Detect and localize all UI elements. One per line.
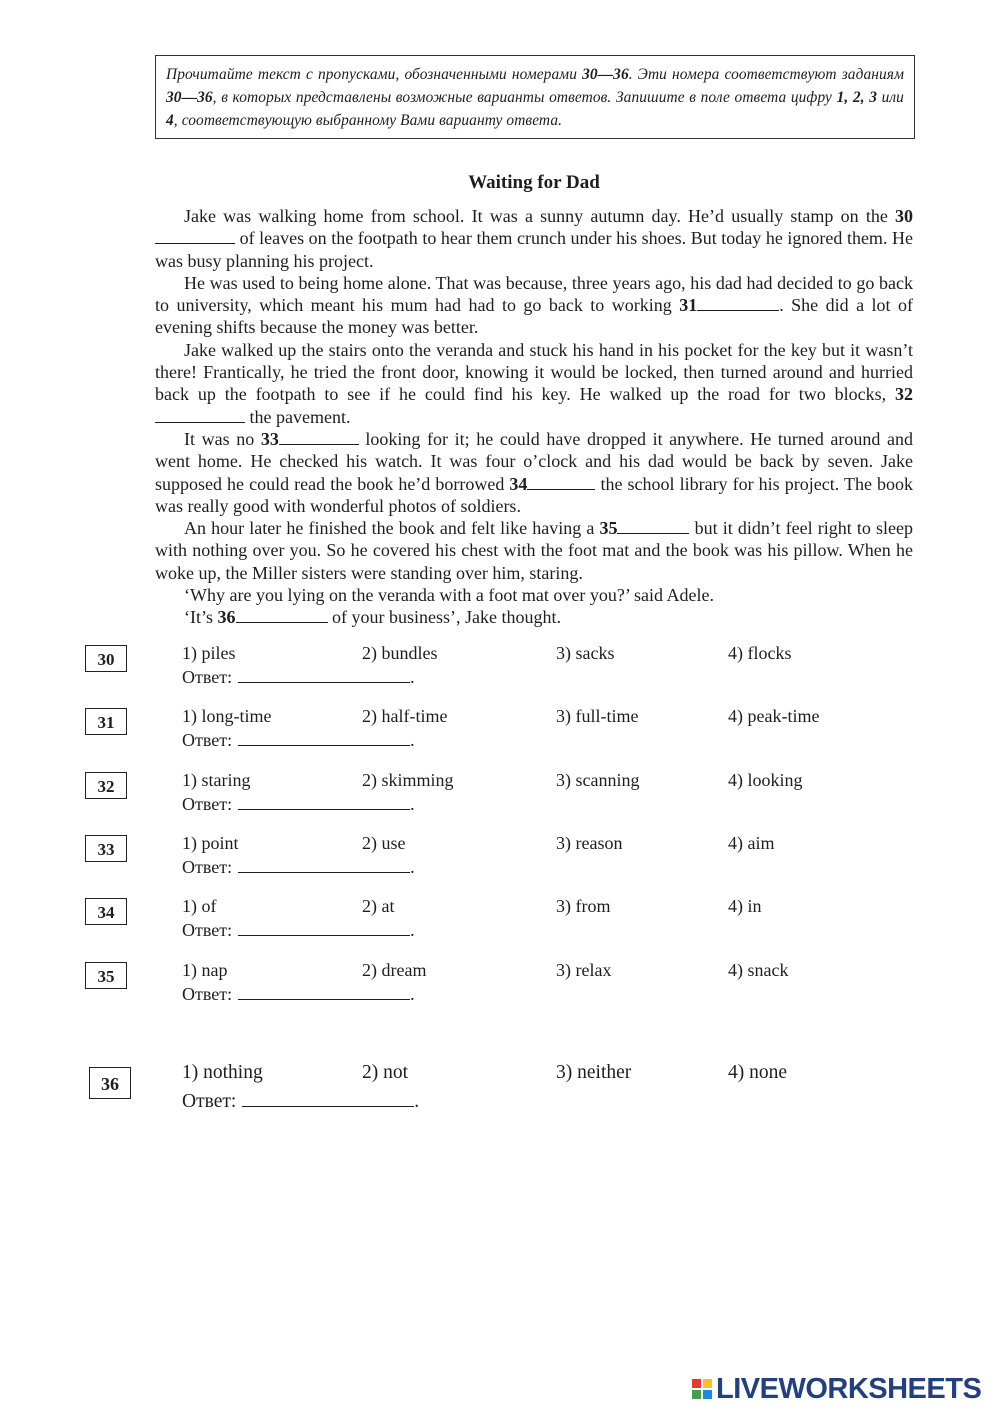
- task-number-box: 32: [85, 772, 127, 799]
- liveworksheets-logo: [692, 1372, 981, 1406]
- answer-input[interactable]: [238, 858, 410, 873]
- task-number-box: 34: [85, 898, 127, 925]
- logo-square: [703, 1390, 712, 1399]
- option-1: 1) nap: [182, 960, 228, 980]
- option-4: 4) none: [728, 1062, 788, 1083]
- option-1: 1) staring: [182, 770, 251, 790]
- answer-input[interactable]: [238, 731, 410, 746]
- story-paragraph: He was used to being home alone. That was because, three years ago, his dad had decided to go back to university, which meant his mum had had to go back to working 31 . She did a lot of evening shifts because the money was better.: [155, 272, 913, 338]
- answer-input[interactable]: [238, 921, 410, 936]
- story-paragraph: Jake was walking home from school. It was a sunny autumn day. He’d usually stamp on the 30 of leaves on the footpath to hear them crunch under his shoes. But today he ignored them. He was busy planning his project.: [155, 206, 913, 271]
- answer-row: Ответ: .: [182, 857, 415, 877]
- logo-square: [692, 1390, 701, 1399]
- instructions-text: , в которых представлены возможные варианты ответов. Запишите в поле ответа цифру: [212, 89, 837, 106]
- answer-label: Ответ:: [182, 920, 233, 940]
- option-4: 4) snack: [728, 960, 789, 980]
- answer-input[interactable]: [238, 985, 410, 1000]
- answer-label: Ответ:: [182, 1091, 237, 1112]
- option-3: 3) from: [556, 896, 611, 916]
- story-text: [155, 205, 913, 629]
- story-title: Waiting for Dad: [468, 172, 600, 193]
- option-4: 4) aim: [728, 833, 775, 853]
- gap-34-blank: [527, 475, 595, 490]
- logo-mark-icon: [692, 1379, 712, 1399]
- gap-34-number: 34: [509, 473, 528, 494]
- task-number-box: 35: [85, 962, 127, 989]
- task-31: [0, 706, 1000, 766]
- answer-label: Ответ:: [182, 794, 233, 814]
- option-2: 2) not: [362, 1062, 409, 1083]
- option-1: 1) long-time: [182, 706, 272, 726]
- story-paragraph: Jake walked up the stairs onto the veranda and stuck his hand in his pocket for the key but it wasn’t there! Frantically, he tried the front door, knowing it would be locked, then turned around and hurried back up the footpath to see if he could find his key. He walked up the road for two blocks, 32 the pavement.: [155, 339, 913, 427]
- instructions-text: или: [877, 89, 904, 106]
- answer-label: Ответ:: [182, 984, 233, 1004]
- option-2: 2) dream: [362, 960, 427, 980]
- task-range: 30—36: [166, 89, 213, 106]
- answer-input[interactable]: [238, 668, 410, 683]
- instructions-text: . Эти номера соответствуют заданиям: [628, 66, 904, 83]
- task-range: 30—36: [582, 66, 629, 83]
- option-1: 1) nothing: [182, 1062, 263, 1083]
- instructions-box: [155, 55, 915, 139]
- logo-square: [703, 1379, 712, 1388]
- option-4: 4) flocks: [728, 643, 792, 663]
- option-3: 3) scanning: [556, 770, 640, 790]
- task-33: [0, 833, 1000, 893]
- task-32: [0, 770, 1000, 830]
- answer-input[interactable]: [238, 795, 410, 810]
- answer-row: Ответ: .: [182, 1091, 420, 1112]
- option-2: 2) use: [362, 833, 406, 853]
- option-3: 3) relax: [556, 960, 612, 980]
- task-30: [0, 643, 1000, 703]
- answer-row: Ответ: .: [182, 730, 415, 750]
- answer-row: Ответ: .: [182, 667, 415, 687]
- answer-label: Ответ:: [182, 730, 233, 750]
- gap-36-number: 36: [217, 607, 236, 628]
- option-3: 3) sacks: [556, 643, 615, 663]
- option-4: 4) peak-time: [728, 706, 820, 726]
- task-35: [0, 960, 1000, 1020]
- story-paragraph: ‘Why are you lying on the veranda with a foot mat over you?’ said Adele.: [184, 585, 714, 606]
- task-number-box: 36: [89, 1067, 131, 1099]
- answer-row: Ответ: .: [182, 794, 415, 814]
- gap-32-blank: [155, 408, 245, 423]
- gap-31-blank: [697, 296, 779, 311]
- option-4: 4) in: [728, 896, 762, 916]
- instructions-text: Прочитайте текст с пропусками, обозначенными номерами: [166, 66, 583, 83]
- option-1: 1) of: [182, 896, 217, 916]
- task-34: [0, 896, 1000, 956]
- task-number-box: 30: [85, 645, 127, 672]
- logo-square: [692, 1379, 701, 1388]
- answer-label: Ответ:: [182, 857, 233, 877]
- answer-row: Ответ: .: [182, 920, 415, 940]
- story-paragraph: ‘It’s 36 of your business’, Jake thought.: [184, 607, 561, 628]
- story-paragraph: An hour later he finished the book and felt like having a 35 but it didn’t feel right to sleep with nothing over you. So he covered his chest with the foot mat and the book was his pillow. When he woke up, the Miller sisters were standing over him, staring.: [155, 518, 913, 583]
- answer-digits: 4: [166, 112, 174, 129]
- gap-35-blank: [617, 519, 689, 534]
- task-36: [0, 1062, 1000, 1122]
- gap-30-blank: [155, 229, 235, 244]
- gap-36-blank: [236, 608, 328, 623]
- option-2: 2) at: [362, 896, 395, 916]
- gap-33-blank: [279, 430, 359, 445]
- gap-30-number: 30: [895, 206, 913, 226]
- option-1: 1) point: [182, 833, 239, 853]
- answer-label: Ответ:: [182, 667, 233, 687]
- option-2: 2) half-time: [362, 706, 448, 726]
- gap-31-number: 31: [679, 295, 698, 316]
- gap-32-number: 32: [895, 384, 913, 405]
- story-paragraph: It was no 33 looking for it; he could have dropped it anywhere. He turned around and went home. He checked his watch. It was four o’clock and his dad would be back by seven. Jake supposed he could read the book he’d borrowed 34 the school library for his project. The book was really good with wonderful photos of soldiers.: [155, 428, 914, 516]
- option-3: 3) neither: [556, 1062, 632, 1083]
- logo-text: LIVEWORKSHEETS: [716, 1372, 982, 1405]
- answer-row: Ответ: .: [182, 984, 415, 1004]
- answer-input[interactable]: [242, 1092, 414, 1107]
- gap-35-number: 35: [599, 518, 618, 539]
- gap-33-number: 33: [260, 428, 279, 449]
- option-4: 4) looking: [728, 770, 803, 790]
- option-1: 1) piles: [182, 643, 236, 663]
- option-2: 2) bundles: [362, 643, 438, 663]
- option-3: 3) full-time: [556, 706, 639, 726]
- task-number-box: 33: [85, 835, 127, 862]
- task-number-box: 31: [85, 708, 127, 735]
- option-3: 3) reason: [556, 833, 623, 853]
- option-2: 2) skimming: [362, 770, 454, 790]
- instructions-text: , соответствующую выбранному Вами варианту ответа.: [173, 112, 563, 129]
- answer-digits: 1, 2, 3: [836, 89, 877, 106]
